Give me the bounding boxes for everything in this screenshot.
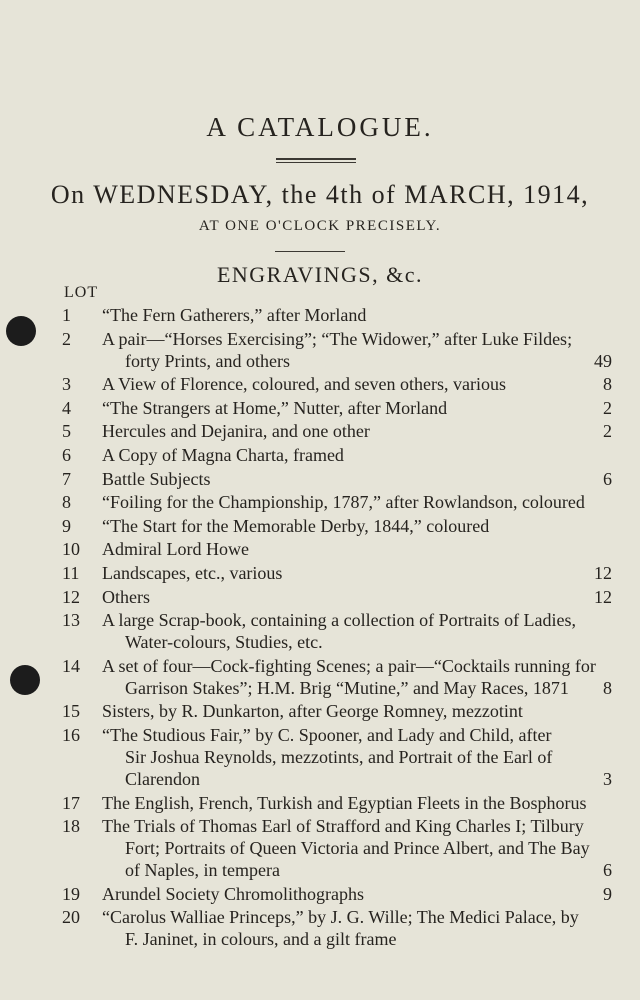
lot-number: 17: [62, 792, 80, 813]
lot-description-line: Clarendon: [125, 769, 200, 789]
lot-number: 9: [62, 515, 71, 536]
lot-number: 12: [62, 586, 80, 607]
lot-description: [102, 420, 622, 442]
lot-description: [102, 724, 622, 790]
lot-description: [102, 655, 622, 699]
lot-price: 12: [594, 563, 612, 583]
lot-description: [102, 562, 622, 584]
lot-description: [102, 700, 622, 722]
lot-description-line: Arundel Society Chromolithographs: [102, 883, 364, 904]
lot-item: [62, 304, 622, 326]
lot-item: [62, 792, 622, 814]
lot-description: [102, 515, 622, 537]
lot-description-line: Battle Subjects: [102, 468, 211, 489]
lot-price: 2: [603, 397, 612, 418]
lot-description-line: “Carolus Walliae Princeps,” by J. G. Wille; The Medici Palace, by: [102, 907, 579, 928]
lot-description-line: “The Fern Gatherers,” after Morland: [102, 305, 367, 325]
lot-number: 6: [62, 445, 71, 465]
lot-item: [62, 883, 622, 905]
lot-number: 20: [62, 907, 80, 928]
lot-item: [62, 586, 622, 608]
lot-description-line: Others: [102, 586, 150, 607]
lot-number: 13: [62, 610, 80, 631]
lot-description: [102, 328, 622, 372]
lot-item: [62, 468, 622, 490]
lot-description: [102, 491, 622, 513]
lot-description: [102, 397, 622, 419]
lot-number: 3: [62, 374, 71, 395]
lot-description-line: Water-colours, Studies, etc.: [125, 632, 323, 653]
lot-description: [102, 304, 622, 326]
lot-number: 11: [62, 563, 80, 583]
catalogue-title: A CATALOGUE.: [206, 112, 434, 142]
lot-description-line: Hercules and Dejanira, and one other: [102, 421, 370, 442]
lot-price: 3: [603, 769, 612, 789]
lot-description-line: “The Studious Fair,” by C. Spooner, and Lady and Child, after: [102, 725, 552, 745]
lot-item: [62, 420, 622, 442]
lot-number: 4: [62, 397, 71, 418]
lot-item: [62, 700, 622, 722]
lot-item: [62, 655, 622, 699]
lot-description-line: “Foiling for the Championship, 1787,” after Rowlandson, coloured: [102, 492, 585, 513]
lot-price: 6: [603, 860, 612, 881]
lot-description-line: A View of Florence, coloured, and seven others, various: [102, 374, 506, 395]
lot-description: [102, 815, 622, 881]
lot-description-line: Landscapes, etc., various: [102, 563, 283, 583]
binder-hole-top: [6, 316, 36, 346]
lot-description: [102, 373, 622, 395]
lot-item: [62, 609, 622, 653]
lot-description: [102, 906, 622, 950]
lot-number: 14: [62, 655, 80, 676]
lot-description-line: The English, French, Turkish and Egyptian Fleets in the Bosphorus: [102, 792, 587, 813]
lot-item: [62, 562, 622, 584]
lot-price: 49: [594, 350, 612, 371]
lot-number: 15: [62, 701, 80, 722]
lot-item: [62, 906, 622, 950]
lot-number: 8: [62, 492, 71, 513]
lot-item: [62, 515, 622, 537]
lot-price: 6: [603, 468, 612, 489]
lot-description-line: “The Strangers at Home,” Nutter, after Morland: [102, 397, 448, 418]
section-heading: ENGRAVINGS, &c.: [216, 262, 424, 287]
lot-description-line: F. Janinet, in colours, and a gilt frame: [125, 929, 397, 950]
lot-description-line: Sir Joshua Reynolds, mezzotints, and Portrait of the Earl of: [125, 747, 553, 767]
lot-description-line: A large Scrap-book, containing a collection of Portraits of Ladies,: [102, 610, 577, 631]
lot-number: 19: [62, 883, 80, 904]
section-rule: [275, 251, 345, 252]
lot-description-line: The Trials of Thomas Earl of Strafford and King Charles I; Tilbury: [102, 816, 584, 837]
lot-description: [102, 538, 622, 560]
title-rule-lower: [276, 162, 356, 163]
lot-number: 5: [62, 421, 71, 442]
lot-item: [62, 444, 622, 466]
lot-description: [102, 883, 622, 905]
lot-description-line: Admiral Lord Howe: [102, 539, 249, 560]
lot-number: 2: [62, 328, 71, 349]
lot-number: 1: [62, 305, 71, 325]
lot-description-line: forty Prints, and others: [125, 350, 290, 371]
lot-item: [62, 328, 622, 372]
lot-price: 9: [603, 883, 612, 904]
lot-price: 12: [594, 586, 612, 607]
sale-date: On WEDNESDAY, the 4th of MARCH, 1914,: [50, 180, 590, 209]
lot-item: [62, 815, 622, 881]
lot-item: [62, 397, 622, 419]
lot-item: [62, 491, 622, 513]
title-rule: [276, 158, 356, 160]
lot-description: [102, 792, 622, 814]
lot-number: 7: [62, 468, 71, 489]
lot-description: [102, 609, 622, 653]
lot-description-line: A Copy of Magna Charta, framed: [102, 445, 344, 465]
lot-description-line: A set of four—Cock-fighting Scenes; a pair—“Cocktails running for: [102, 655, 596, 676]
lot-price: 8: [603, 677, 612, 698]
lot-description: [102, 444, 622, 466]
lot-number: 18: [62, 816, 80, 837]
sale-time: AT ONE O'CLOCK PRECISELY.: [198, 218, 442, 234]
lot-item: [62, 538, 622, 560]
lot-price: 2: [603, 421, 612, 442]
lot-description-line: Sisters, by R. Dunkarton, after George Romney, mezzotint: [102, 701, 523, 722]
lot-column-header: LOT: [64, 284, 99, 301]
lot-description: [102, 468, 622, 490]
lot-description-line: A pair—“Horses Exercising”; “The Widower,” after Luke Fildes;: [102, 328, 573, 349]
lot-description: [102, 586, 622, 608]
binder-hole-bottom: [10, 665, 40, 695]
lot-description-line: Garrison Stakes”; H.M. Brig “Mutine,” and May Races, 1871: [125, 677, 569, 698]
lot-description-line: of Naples, in tempera: [125, 860, 280, 881]
lot-description-line: Fort; Portraits of Queen Victoria and Prince Albert, and The Bay: [125, 838, 590, 859]
lot-number: 16: [62, 725, 80, 745]
lot-number: 10: [62, 539, 80, 560]
lot-description-line: “The Start for the Memorable Derby, 1844,” coloured: [102, 515, 490, 536]
lot-price: 8: [603, 374, 612, 395]
lot-item: [62, 724, 622, 790]
lot-item: [62, 373, 622, 395]
